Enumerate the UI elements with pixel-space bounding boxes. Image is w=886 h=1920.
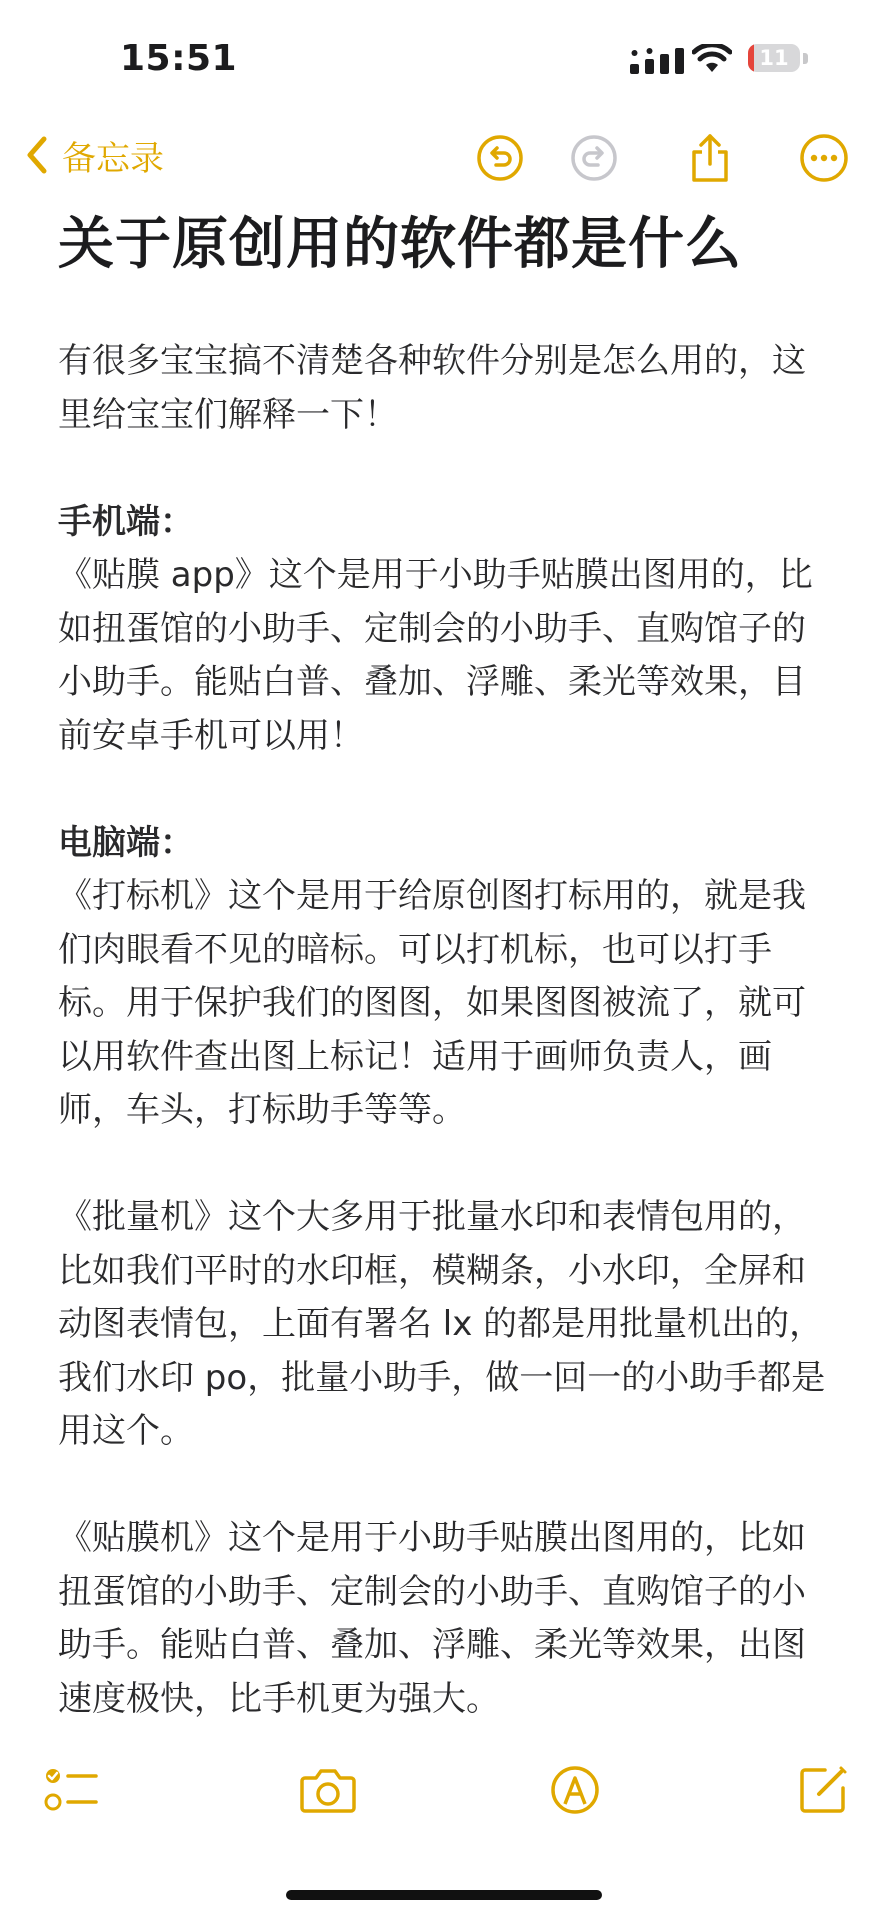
undo-button[interactable] <box>472 130 528 186</box>
section-paragraph: 《贴膜机》这个是用于小助手贴膜出图用的，比如扭蛋馆的小助手、定制会的小助手、直购馆子的小助手。能贴白普、叠加、浮雕、柔光等效果，出图速度极快，比手机更为强大。 <box>58 1518 806 1719</box>
bottom-toolbar <box>0 1760 886 1850</box>
more-button[interactable] <box>796 130 852 186</box>
share-icon <box>686 132 734 184</box>
markup-icon <box>549 1764 601 1816</box>
checklist-button[interactable] <box>42 1760 102 1820</box>
chevron-left-icon <box>22 133 50 177</box>
wifi-icon <box>692 44 732 74</box>
back-button[interactable] <box>22 130 164 180</box>
home-indicator[interactable] <box>286 1890 602 1900</box>
more-icon <box>799 133 849 183</box>
section-paragraph: 《贴膜 app》这个是用于小助手贴膜出图用的，比如扭蛋馆的小助手、定制会的小助手、直购馆子的小助手。能贴白普、叠加、浮雕、柔光等效果，目前安卓手机可以用！ <box>58 555 813 756</box>
note-intro: 有很多宝宝搞不清楚各种软件分别是怎么用的，这里给宝宝们解释一下！ <box>58 341 806 435</box>
markup-button[interactable] <box>545 1760 605 1820</box>
undo-icon <box>476 134 524 182</box>
section-heading-desktop: 电脑端： <box>58 822 194 863</box>
battery-level: 11 <box>759 46 789 70</box>
battery-icon <box>748 44 812 74</box>
section-heading-mobile: 手机端： <box>58 501 194 542</box>
note-body[interactable] <box>58 335 838 1726</box>
back-button-label: 备忘录 <box>62 138 164 179</box>
redo-button[interactable] <box>566 130 622 186</box>
camera-button[interactable] <box>298 1760 358 1820</box>
redo-icon <box>570 134 618 182</box>
compose-button[interactable] <box>793 1760 853 1820</box>
note-title[interactable]: 关于原创用的软件都是什么 <box>58 212 742 277</box>
compose-icon <box>797 1764 849 1816</box>
checklist-icon <box>44 1764 100 1816</box>
status-bar <box>0 0 886 110</box>
camera-icon <box>299 1766 357 1814</box>
share-button[interactable] <box>682 130 738 186</box>
signal-icon <box>630 48 686 74</box>
section-paragraph: 《打标机》这个是用于给原创图打标用的，就是我们肉眼看不见的暗标。可以打机标，也可以打手标。用于保护我们的图图，如果图图被流了，就可以用软件查出图上标记！适用于画师负责人，画师，车头，打标助手等等。 <box>58 876 806 1130</box>
status-time: 15:51 <box>120 38 238 79</box>
section-paragraph: 《批量机》这个大多用于批量水印和表情包用的，比如我们平时的水印框，模糊条，小水印，全屏和动图表情包，上面有署名 lx 的都是用批量机出的，我们水印 po，批量小助手，做一回一的小助手都是用这个。 <box>58 1197 826 1451</box>
